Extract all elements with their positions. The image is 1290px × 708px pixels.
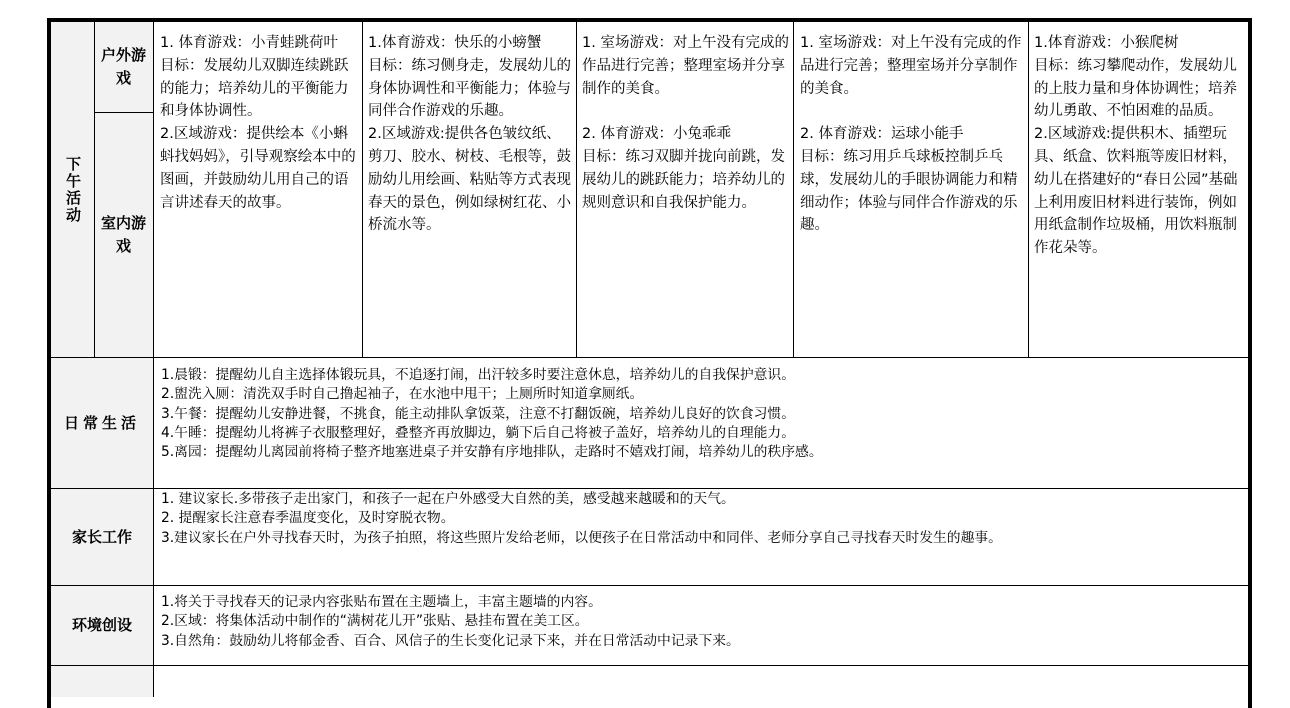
indoor-game-label: 室内游戏 [100,214,146,255]
day-5-activities: 1.体育游戏：小猴爬树 目标：练习攀爬动作，发展幼儿的上肢力量和身体协调性；培养幼儿勇敢、不怕困难的品质。 2.区域游戏:提供积木、插塑玩具、纸盒、饮料瓶等废旧材料，幼儿在搭建好的“春日公园”基础上利用废旧材料进行装饰，例如用纸盒制作垃圾桶，用饮料瓶制作花朵等。 [1034,35,1238,257]
environment-label: 环境创设 [71,616,132,634]
day-4-activities: 1. 室场游戏：对上午没有完成的作品进行完善；整理室场并分享制作的美食。 2. 体育游戏：运球小能手 目标：练习用乒乓球板控制乒乓球，发展幼儿的手眼协调能力和精细动作；体验与同伴合作游戏的乐趣。 [800,35,1022,234]
parent-work-label: 家长工作 [71,527,132,546]
parent-work-content: 1. 建议家长.多带孩子走出家门，和孩子一起在户外感受大自然的美，感受越来越暖和的天气。 2. 提醒家长注意春季温度变化，及时穿脱衣物。 3.建议家长在户外寻找春天时，为孩子拍照，将这些照片发给老师，以便孩子在日常活动中和同伴、老师分享自己寻找春天时发生的趣事。 [161,491,1002,546]
day-2-activities: 1.体育游戏：快乐的小螃蟹 目标：练习侧身走，发展幼儿的身体协调性和平衡能力；体验与同伴合作游戏的乐趣。 2.区域游戏:提供各色皱纹纸、剪刀、胶水、树枝、毛根等，鼓励幼儿用绘画、粘贴等方式表现春天的景色，例如绿树红花、小桥流水等。 [368,35,571,234]
afternoon-section-label: 下午活动 [64,155,82,224]
environment-content: 1.将关于寻找春天的记录内容张贴布置在主题墙上，丰富主题墙的内容。 2.区域：将集体活动中制作的“满树花儿开”张贴、悬挂布置在美工区。 3.自然角：鼓励幼儿将郁金香、百合、风信子的生长变化记录下来，并在日常活动中记录下来。 [161,594,740,649]
day-3-activities: 1. 室场游戏：对上午没有完成的作品进行完善；整理室场并分享制作的美食。 2. 体育游戏：小兔乖乖 目标：练习双脚并拢向前跳，发展幼儿的跳跃能力；培养幼儿的规则意识和自我保护能力。 [582,35,789,211]
daily-life-content: 1.晨锻：提醒幼儿自主选择体锻玩具，不追逐打闹，出汗较多时要注意休息，培养幼儿的自我保护意识。 2.盥洗入厕：清洗双手时自己撸起袖子，在水池中甩干；上厕所时知道拿厕纸。 3.午餐：提醒幼儿安静进餐，不挑食，能主动排队拿饭菜，注意不打翻饭碗，培养幼儿良好的饮食习惯。 4.午睡：提醒幼儿将裤子衣服整理好，叠整齐再放脚边，躺下后自己将被子盖好，培养幼儿的自理能力。 5.离园：提醒幼儿离园前将椅子整齐地塞进桌子并安静有序地排队，走路时不嬉戏打闹，培养幼儿的秩序感。 [161,367,823,461]
daily-life-label: 日常生活 [63,413,140,432]
outdoor-game-label: 户外游戏 [100,46,146,87]
day-1-activities: 1. 体育游戏：小青蛙跳荷叶 目标：发展幼儿双脚连续跳跃的能力；培养幼儿的平衡能力和身体协调性。 2.区域游戏：提供绘本《小蝌蚪找妈妈》，引导观察绘本中的图画，并鼓励幼儿用自己的语言讲述春天的故事。 [160,35,356,211]
